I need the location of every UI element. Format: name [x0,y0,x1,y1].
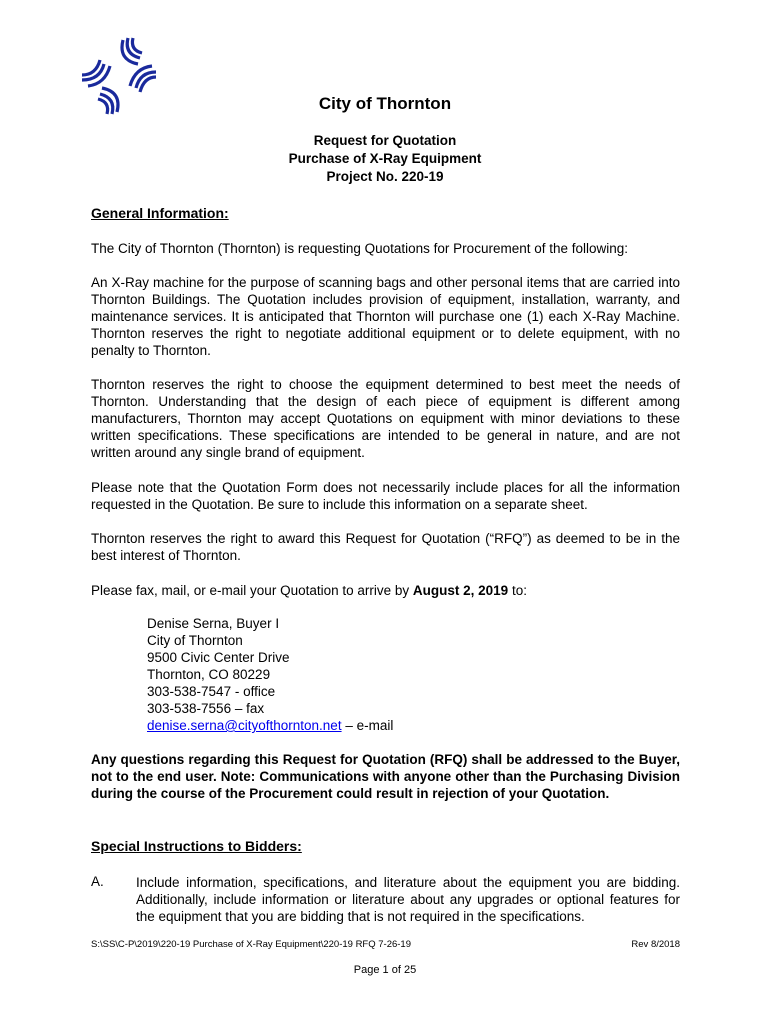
doc-type: Request for Quotation [313,133,457,148]
general-information-heading: General Information: [91,205,229,221]
page-number: Page 1 of 25 [353,964,417,976]
paragraph-quotation-form-note: Please note that the Quotation Form does not necessarily include places for all the information requested in the Quotation. Be sure to include this information on a separate sheet. [91,480,680,512]
paragraph-equipment-choice: Thornton reserves the right to choose the equipment determined to best meet the needs of Thornton. Understanding that the design of each piece of equipment is different among manufacturers, Thornton may accept Quotations on equipment with minor deviations to these written specifications. These specifications are intended to be general in nature, and are not written around any single brand of equipment. [91,377,680,460]
paragraph-award: Thornton reserves the right to award this Request for Quotation (“RFQ”) as deemed to be in the best interest of Thornton. [91,531,680,563]
footer-revision: Rev 8/2018 [631,939,680,950]
paragraph-scope: An X-Ray machine for the purpose of scanning bags and other personal items that are carried into Thornton Buildings. The Quotation includes provision of equipment, installation, warranty, and maintenance services. It is anticipated that Thornton will purchase one (1) each X-Ray Machine. Thornton reserves the right to negotiate additional equipment or to delete equipment, with no penalty to Thornton. [91,275,680,358]
contact-block [147,615,393,734]
contact-city-state: Thornton, CO 80229 [147,667,271,682]
contact-name: Denise Serna, Buyer I [147,616,280,631]
special-instructions-heading: Special Instructions to Bidders: [91,838,302,854]
contact-email-line [147,717,393,734]
contact-street: 9500 Civic Center Drive [147,650,290,665]
submission-text: Please fax, mail, or e-mail your Quotation to arrive by [91,583,413,598]
instruction-letter: A. [91,874,104,889]
contact-email-link[interactable]: denise.serna@cityofthornton.net [147,718,342,733]
instruction-text: Include information, specifications, and literature about the equipment you are bidding. Additionally, include information or literature about any upgrades or optional features for the equipment that you are bidding that is not required in the specifications. [136,875,680,924]
questions-notice: Any questions regarding this Request for Quotation (RFQ) shall be addressed to the Buyer, not to the end user. Note: Communications with anyone other than the Purchasing Division during the course of the Procurement could result in rejection of your Quotation. [91,752,680,801]
paragraph-intro: The City of Thornton (Thornton) is requesting Quotations for Procurement of the following: [91,241,629,256]
project-number: Project No. 220-19 [326,169,444,184]
contact-email-suffix: – e-mail [341,718,394,733]
due-date: August 2, 2019 [412,583,509,598]
paragraph-submission [91,582,680,599]
doc-subject: Purchase of X-Ray Equipment [288,151,482,166]
footer-file-path: S:\SS\C-P\2019\220-19 Purchase of X-Ray Equipment\220-19 RFQ 7-26-19 [91,939,412,950]
contact-org: City of Thornton [147,633,243,648]
city-title: City of Thornton [318,94,452,113]
contact-fax: 303-538-7556 – fax [147,701,265,716]
submission-suffix: to: [508,583,527,598]
contact-office-phone: 303-538-7547 - office [147,684,276,699]
